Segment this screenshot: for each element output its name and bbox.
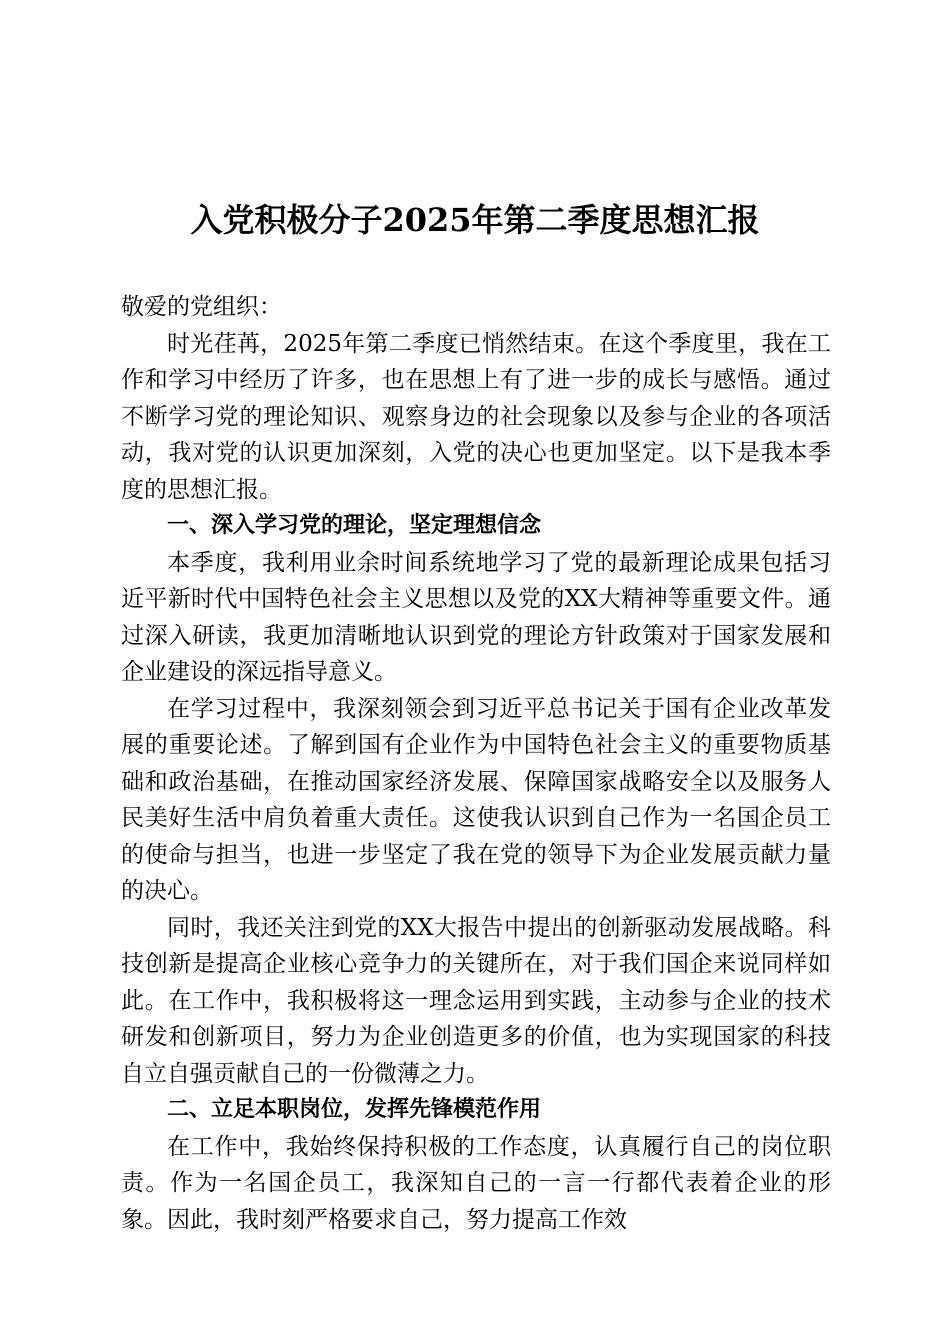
document-title: 入党积极分子2025年第二季度思想汇报: [190, 201, 760, 239]
section-2-paragraph-1: 在工作中，我始终保持积极的工作态度，认真履行自己的岗位职责。作为一名国企员工，我深知自己的一言一行都代表着企业的形象。因此，我时刻严格要求自己，努力提高工作效: [121, 1133, 831, 1233]
section-1-paragraph-3: 同时，我还关注到党的XX大报告中提出的创新驱动发展战略。科技创新是提高企业核心竞争力的关键所在，对于我们国企来说同样如此。在工作中，我积极将这一理念运用到实践，主动参与企业的技术研发和创新项目，努力为企业创造更多的价值，也为实现国家的科技自立自强贡献自己的一份微薄之力。: [121, 914, 831, 1087]
intro-paragraph: 时光荏苒，2025年第二季度已悄然结束。在这个季度里，我在工作和学习中经历了许多，也在思想上有了进一步的成长与感悟。通过不断学习党的理论知识、观察身边的社会现象以及参与企业的各项活动，我对党的认识更加深刻，入党的决心也更加坚定。以下是我本季度的思想汇报。: [121, 330, 831, 503]
section-1-heading: 一、深入学习党的理论，坚定理想信念: [167, 513, 542, 538]
section-2-heading: 二、立足本职岗位，发挥先锋模范作用: [167, 1097, 542, 1122]
document-body: [121, 289, 831, 1238]
section-1-paragraph-1: 本季度，我利用业余时间系统地学习了党的最新理论成果包括习近平新时代中国特色社会主义思想以及党的XX大精神等重要文件。通过深入研读，我更加清晰地认识到党的理论方针政策对于国家发展和企业建设的深远指导意义。: [121, 549, 831, 685]
salutation: 敬爱的党组织：: [121, 294, 282, 320]
section-1-paragraph-2: 在学习过程中，我深刻领会到习近平总书记关于国有企业改革发展的重要论述。了解到国有企业作为中国特色社会主义的重要物质基础和政治基础，在推动国家经济发展、保障国家战略安全以及服务人民美好生活中肩负着重大责任。这使我认识到自己作为一名国企员工的使命与担当，也进一步坚定了我在党的领导下为企业发展贡献力量的决心。: [121, 695, 831, 904]
